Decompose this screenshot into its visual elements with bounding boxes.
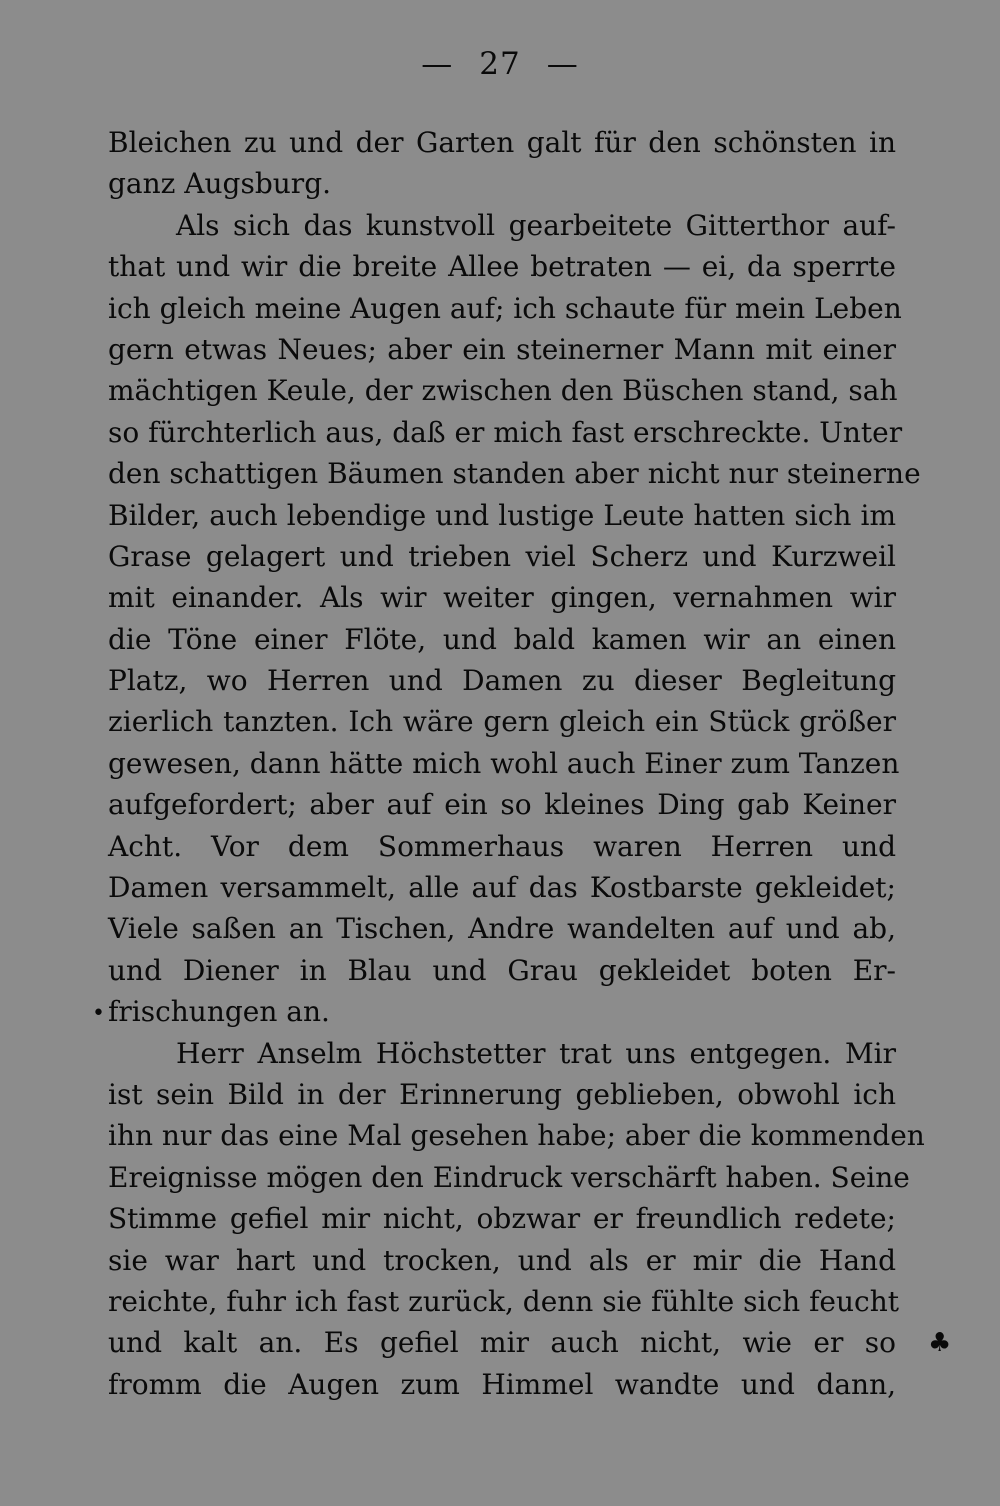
header-dash-left: — <box>421 46 454 82</box>
text-line: und kalt an. Es gefiel mir auch nicht, wie er so <box>108 1326 896 1360</box>
text-line: ist sein Bild in der Erinnerung geblieben, obwohl ich <box>108 1077 896 1111</box>
page-number: 27 <box>479 46 521 82</box>
text-line: Herr Anselm Höchstetter trat uns entgegen. Mir <box>176 1036 896 1070</box>
text-line: und Diener in Blau und Grau gekleidet boten Er- <box>108 953 896 987</box>
text-line: mächtigen Keule, der zwischen den Büschen stand, sah <box>108 374 898 408</box>
text-line: Bilder, auch lebendige und lustige Leute hatten sich im <box>108 498 896 532</box>
text-line: zierlich tanzten. Ich wäre gern gleich ein Stück größer <box>108 705 896 739</box>
text-line: Stimme gefiel mir nicht, obzwar er freundlich redete; <box>108 1202 896 1236</box>
text-line: that und wir die breite Allee betraten — ei, da sperrte <box>108 250 896 284</box>
text-line: Damen versammelt, alle auf das Kostbarste gekleidet; <box>108 871 896 905</box>
text-line: aufgefordert; aber auf ein so kleines Ding gab Keiner <box>108 788 896 822</box>
text-line: mit einander. Als wir weiter gingen, vernahmen wir <box>108 581 896 615</box>
text-line: den schattigen Bäumen standen aber nicht nur steinerne <box>108 457 921 491</box>
text-line: so fürchterlich aus, daß er mich fast erschreckte. Unter <box>108 415 903 449</box>
text-line: die Töne einer Flöte, und bald kamen wir an einen <box>108 622 896 656</box>
body-text <box>108 122 925 1405</box>
text-line: Als sich das kunstvoll gearbeitete Gitterthor auf- <box>176 208 896 242</box>
text-line: gern etwas Neues; aber ein steinerner Mann mit einer <box>108 332 896 366</box>
text-line: Platz, wo Herren und Damen zu dieser Begleitung <box>108 664 896 698</box>
text-line: gewesen, dann hätte mich wohl auch Einer zum Tanzen <box>108 746 900 780</box>
text-line: Ereignisse mögen den Eindruck verschärft haben. Seine <box>108 1160 910 1194</box>
header-dash-right: — <box>546 46 579 82</box>
margin-dot-mark: • <box>92 1001 105 1026</box>
text-line: ich gleich meine Augen auf; ich schaute für mein Leben <box>108 291 902 325</box>
text-line: Bleichen zu und der Garten galt für den schönsten in <box>108 126 896 159</box>
margin-ornament-mark: ♣ <box>928 1328 952 1358</box>
text-line: sie war hart und trocken, und als er mir die Hand <box>108 1243 896 1277</box>
text-line: Acht. Vor dem Sommerhaus waren Herren und <box>108 829 896 863</box>
text-line: Grase gelagert und trieben viel Scherz und Kurzweil <box>108 539 896 573</box>
text-line: fromm die Augen zum Himmel wandte und dann, <box>108 1367 896 1401</box>
text-line: reichte, fuhr ich fast zurück, denn sie fühlte sich feucht <box>108 1284 899 1318</box>
page-header <box>0 46 1000 82</box>
text-line: Viele saßen an Tischen, Andre wandelten auf und ab, <box>108 912 896 946</box>
text-line: ganz Augsburg. <box>108 167 332 201</box>
text-line: ihn nur das eine Mal gesehen habe; aber die kommenden <box>108 1119 925 1153</box>
text-line: frischungen an. <box>108 995 330 1029</box>
